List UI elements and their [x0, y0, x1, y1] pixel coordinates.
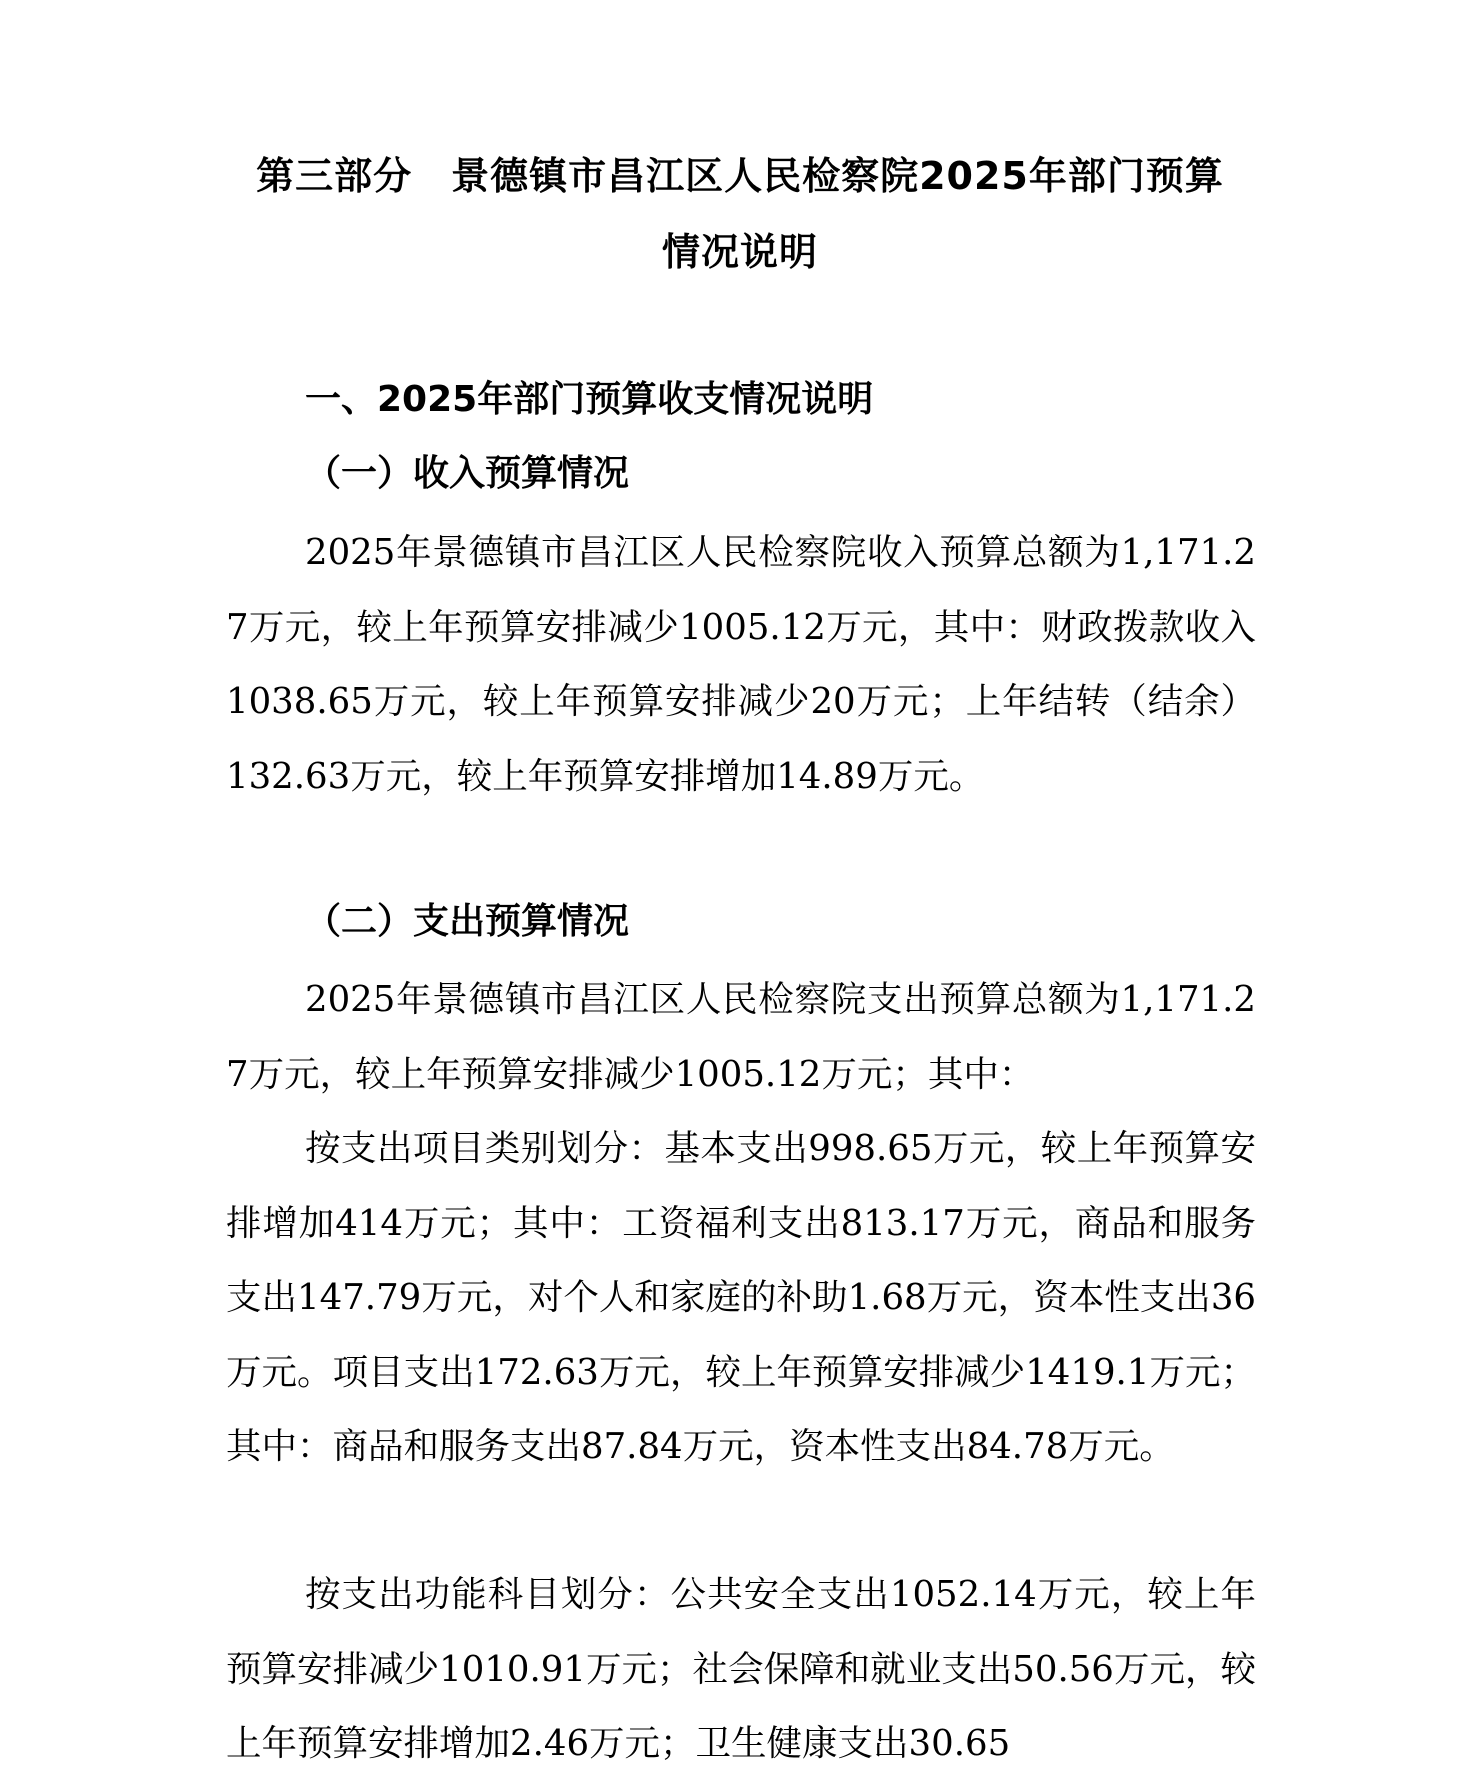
expense-by-type-paragraph: 按支出项目类别划分：基本支出998.65万元，较上年预算安排增加414万元；其中：工资福利支出813.17万元，商品和服务支出147.79万元，对个人和家庭的补助1.68万元，资本性支出36万元。项目支出172.63万元，较上年预算安排减少1419.1万元；其中：商品和服务支出87.84万元，资本性支出84.78万元。	[226, 1128, 1256, 1467]
expense-by-function-paragraph: 按支出功能科目划分：公共安全支出1052.14万元，较上年预算安排减少1010.91万元；社会保障和就业支出50.56万元，较上年预算安排增加2.46万元；卫生健康支出30.65	[226, 1574, 1256, 1764]
expense-total-paragraph: 2025年景德镇市昌江区人民检察院支出预算总额为1,171.27万元，较上年预算安排减少1005.12万元；其中：	[226, 979, 1256, 1095]
document-title-line1: 第三部分 景德镇市昌江区人民检察院2025年部门预算	[256, 154, 1224, 198]
document-title-line2: 情况说明	[661, 230, 818, 274]
subsection-heading-expense: （二）支出预算情况	[305, 901, 630, 942]
subsection-heading-income: （一）收入预算情况	[305, 453, 630, 494]
income-paragraph: 2025年景德镇市昌江区人民检察院收入预算总额为1,171.27万元，较上年预算安排减少1005.12万元，其中：财政拨款收入1038.65万元，较上年预算安排减少20万元；上年结转（结余）132.63万元，较上年预算安排增加14.89万元。	[226, 532, 1256, 797]
section-heading-budget-overview: 一、2025年部门预算收支情况说明	[305, 379, 874, 420]
